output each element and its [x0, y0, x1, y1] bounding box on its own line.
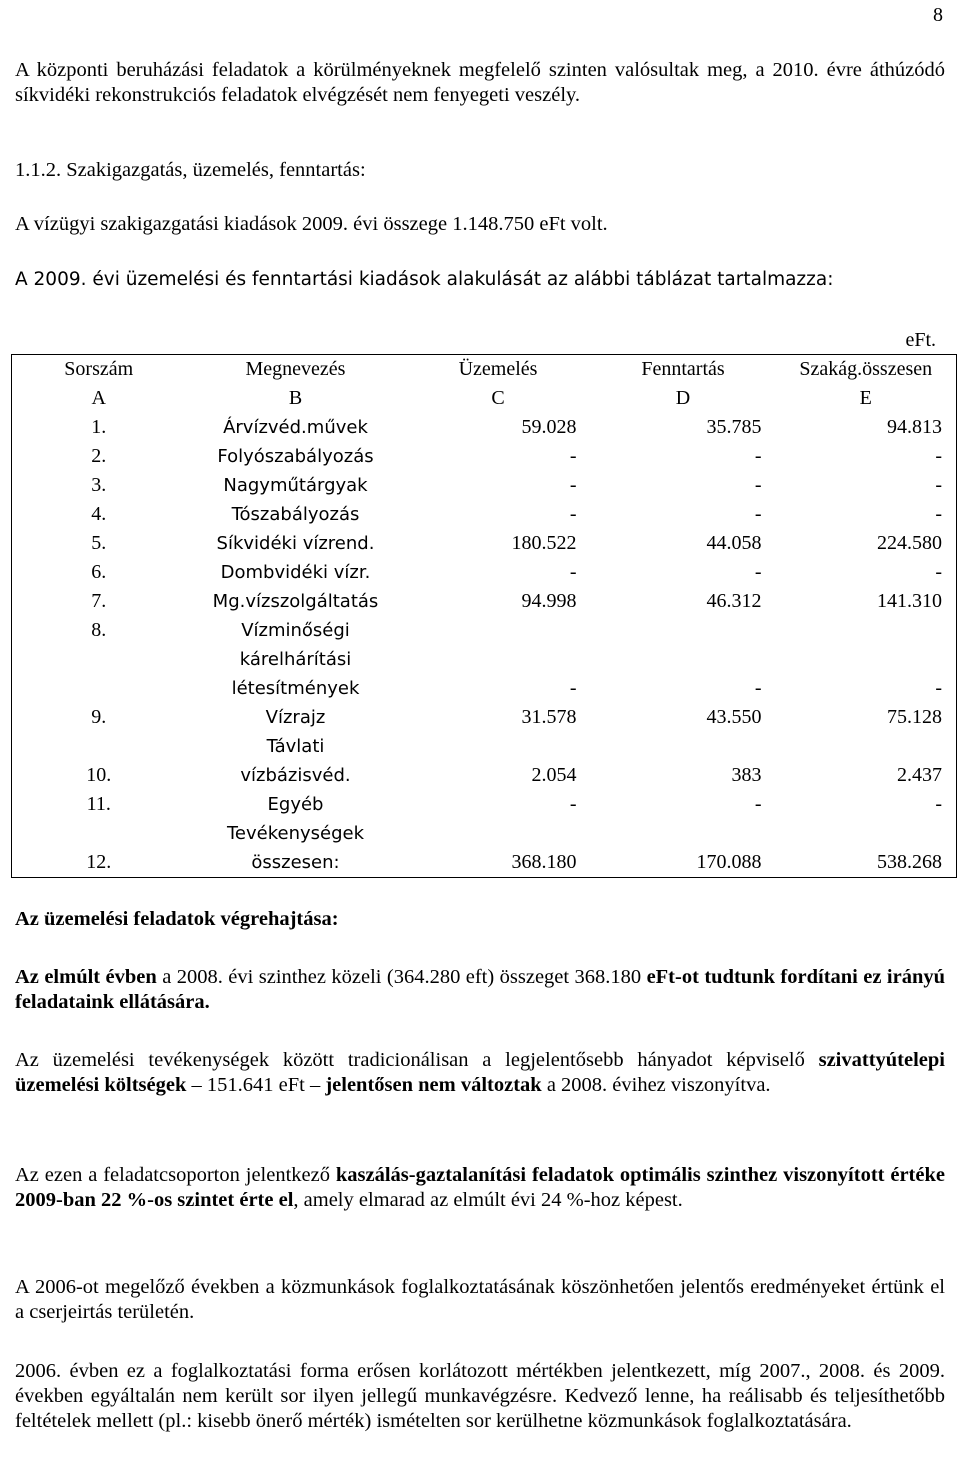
row-name: Vízrajz — [265, 707, 326, 728]
table-letter-row — [12, 384, 957, 413]
row-fenntartas: 46.312 — [706, 590, 762, 612]
row-fenntartas: - — [754, 474, 762, 496]
row-szakag-osszesen: - — [935, 561, 942, 583]
row-uzemeles: 59.028 — [521, 416, 577, 438]
letter-c: C — [491, 387, 505, 409]
intro-paragraph: A központi beruházási feladatok a körülményeknek megfelelő szinten valósultak meg, a 2010. évre áthúzódó síkvidéki rekonstrukciós feladatok elvégzését nem fenyegeti veszély. — [15, 59, 945, 106]
row-name: Tószabályozás — [231, 504, 360, 525]
row-number: 11. — [86, 793, 111, 815]
row-szakag-osszesen: 224.580 — [877, 532, 942, 554]
operations-paragraph-1 — [15, 965, 945, 1015]
letter-e: E — [859, 387, 872, 409]
table-unit: eFt. — [905, 329, 936, 351]
table-row — [12, 558, 957, 587]
letter-a: A — [91, 387, 106, 409]
row-szakag-osszesen: 2.437 — [897, 764, 942, 786]
table-row — [12, 790, 957, 819]
row-szakag-osszesen: 538.268 — [877, 851, 942, 873]
table-row — [12, 529, 957, 558]
page-number: 8 — [933, 4, 943, 26]
p1-text-1: a 2008. évi szinthez közeli (364.280 eft) összeget 368.180 — [156, 966, 647, 988]
row-name-line: vízbázisvéd. — [240, 765, 351, 786]
row-uzemeles: 31.578 — [521, 706, 577, 728]
table-row — [12, 442, 957, 471]
row-uzemeles: - — [569, 503, 577, 525]
header-uzemeles: Üzemelés — [458, 358, 538, 380]
row-number: 9. — [91, 706, 107, 728]
row-number: 6. — [91, 561, 107, 583]
p3-text-1: Az ezen a feladatcsoporton jelentkező — [15, 1164, 336, 1186]
p3-text-2: , amely elmarad az elmúlt évi 24 %-hoz képest. — [293, 1189, 683, 1211]
header-sorszam: Sorszám — [64, 358, 134, 380]
p1-bold-1: Az elmúlt évben — [15, 966, 157, 988]
row-name — [186, 819, 406, 878]
row-number: 10. — [86, 764, 112, 786]
table-intro-text: A 2009. évi üzemelési és fenntartási kiadások alakulását az alábbi táblázat tartalmazza: — [15, 269, 834, 290]
row-uzemeles: 368.180 — [511, 851, 577, 873]
row-uzemeles: - — [569, 561, 577, 583]
p2-text-2: – 151.641 eFt – — [186, 1074, 326, 1096]
row-fenntartas: 43.550 — [706, 706, 762, 728]
row-uzemeles: 2.054 — [531, 764, 577, 786]
row-name — [186, 616, 406, 703]
row-szakag-osszesen: - — [935, 445, 942, 467]
row-fenntartas: - — [754, 445, 762, 467]
table-row — [12, 703, 957, 732]
row-name — [186, 732, 406, 790]
table-row — [12, 413, 957, 442]
row-szakag-osszesen: - — [935, 503, 942, 525]
row-fenntartas: - — [754, 503, 762, 525]
row-uzemeles: - — [569, 445, 577, 467]
row-fenntartas: 44.058 — [706, 532, 762, 554]
letter-d: D — [675, 387, 691, 409]
operations-paragraph-3 — [15, 1163, 945, 1213]
header-megnevezes: Megnevezés — [245, 358, 346, 380]
row-number: 1. — [91, 416, 107, 438]
row-name-line: összesen: — [251, 852, 340, 873]
row-name-line: Tevékenységek — [226, 823, 365, 844]
row-name-line: Távlati — [266, 736, 325, 757]
row-number: 8. — [91, 619, 107, 641]
row-name: Mg.vízszolgáltatás — [212, 591, 379, 612]
row-uzemeles: 180.522 — [511, 532, 577, 554]
row-number: 3. — [91, 474, 107, 496]
letter-b: B — [288, 387, 303, 409]
p2-text-1: Az üzemelési tevékenységek között tradicionálisan a legjelentősebb hányadot képviselő — [15, 1049, 819, 1071]
row-number: 7. — [91, 590, 107, 612]
row-uzemeles: - — [569, 793, 577, 815]
expenses-table — [11, 354, 957, 878]
row-name: Egyéb — [267, 794, 324, 815]
row-uzemeles: - — [569, 677, 577, 699]
p3-bold-1: kaszálás-gaztalanítási feladatok optimális szinthez viszonyított értéke 2009-ban 22 %-os szintet érte el — [15, 1164, 945, 1211]
p2-bold-2: jelentősen nem változtak — [325, 1074, 542, 1096]
row-name: Folyószabályozás — [217, 446, 374, 467]
row-uzemeles: - — [569, 474, 577, 496]
row-szakag-osszesen: - — [935, 474, 942, 496]
row-fenntartas: - — [754, 677, 762, 699]
table-row — [12, 500, 957, 529]
table-row — [12, 819, 957, 878]
operations-heading: Az üzemelési feladatok végrehajtása: — [15, 908, 339, 930]
table-header-row — [12, 355, 957, 385]
row-name: Síkvidéki vízrend. — [216, 533, 375, 554]
header-szakag-osszesen: Szakág.összesen — [799, 358, 933, 380]
p1-bold-2: eFt-ot tudtunk fordítani ez irányú feladataink ellátására. — [15, 966, 946, 1013]
row-name-line: Vízminőségi — [241, 620, 350, 641]
row-name: Dombvidéki vízr. — [220, 562, 371, 583]
row-fenntartas: 35.785 — [706, 416, 762, 438]
row-name: Nagyműtárgyak — [223, 475, 368, 496]
row-name: Árvízvéd.művek — [223, 417, 368, 438]
row-number: 12. — [86, 851, 112, 873]
operations-paragraph-4: A 2006-ot megelőző években a közmunkások foglalkoztatásának köszönhetően jelentős eredményeket értünk el a cserjeirtás területén. — [15, 1276, 945, 1323]
row-szakag-osszesen: 94.813 — [887, 416, 942, 438]
operations-paragraph-5: 2006. évben ez a foglalkoztatási forma erősen korlátozott mértékben jelentkezett, míg 2007., 2008. és 2009. években egyáltalán nem került sor ilyen jellegű munkavégzésre. Kedvező lenne, ha reálisabb és teljesíthetőbb feltételek mellett (pl.: kisebb önerő mérték) ismételten sor kerülhetne közmunkások foglalkoztatására. — [15, 1360, 945, 1432]
expenses-table-body — [12, 355, 957, 878]
row-fenntartas: - — [754, 793, 762, 815]
row-name-line: létesítmények — [231, 678, 360, 699]
row-number: 4. — [91, 503, 107, 525]
row-szakag-osszesen: - — [935, 793, 942, 815]
header-fenntartas: Fenntartás — [641, 358, 725, 380]
row-szakag-osszesen: - — [935, 677, 942, 699]
row-szakag-osszesen: 75.128 — [887, 706, 942, 728]
table-row — [12, 616, 957, 703]
row-fenntartas: 170.088 — [696, 851, 762, 873]
table-row — [12, 471, 957, 500]
admin-expenses-text: A vízügyi szakigazgatási kiadások 2009. évi összege 1.148.750 eFt volt. — [15, 213, 608, 235]
row-number: 5. — [91, 532, 107, 554]
p2-text-3: a 2008. évihez viszonyítva. — [541, 1074, 771, 1096]
table-row — [12, 587, 957, 616]
operations-paragraph-2 — [15, 1048, 945, 1098]
row-szakag-osszesen: 141.310 — [877, 590, 942, 612]
row-number: 2. — [91, 445, 107, 467]
row-fenntartas: - — [754, 561, 762, 583]
table-row — [12, 732, 957, 790]
row-uzemeles: 94.998 — [521, 590, 577, 612]
p2-bold-1: szivattyútelepi üzemelési költségek — [15, 1049, 945, 1096]
row-fenntartas: 383 — [731, 764, 762, 786]
row-name-line: kárelhárítási — [239, 649, 352, 670]
section-heading: 1.1.2. Szakigazgatás, üzemelés, fenntartás: — [15, 159, 366, 181]
